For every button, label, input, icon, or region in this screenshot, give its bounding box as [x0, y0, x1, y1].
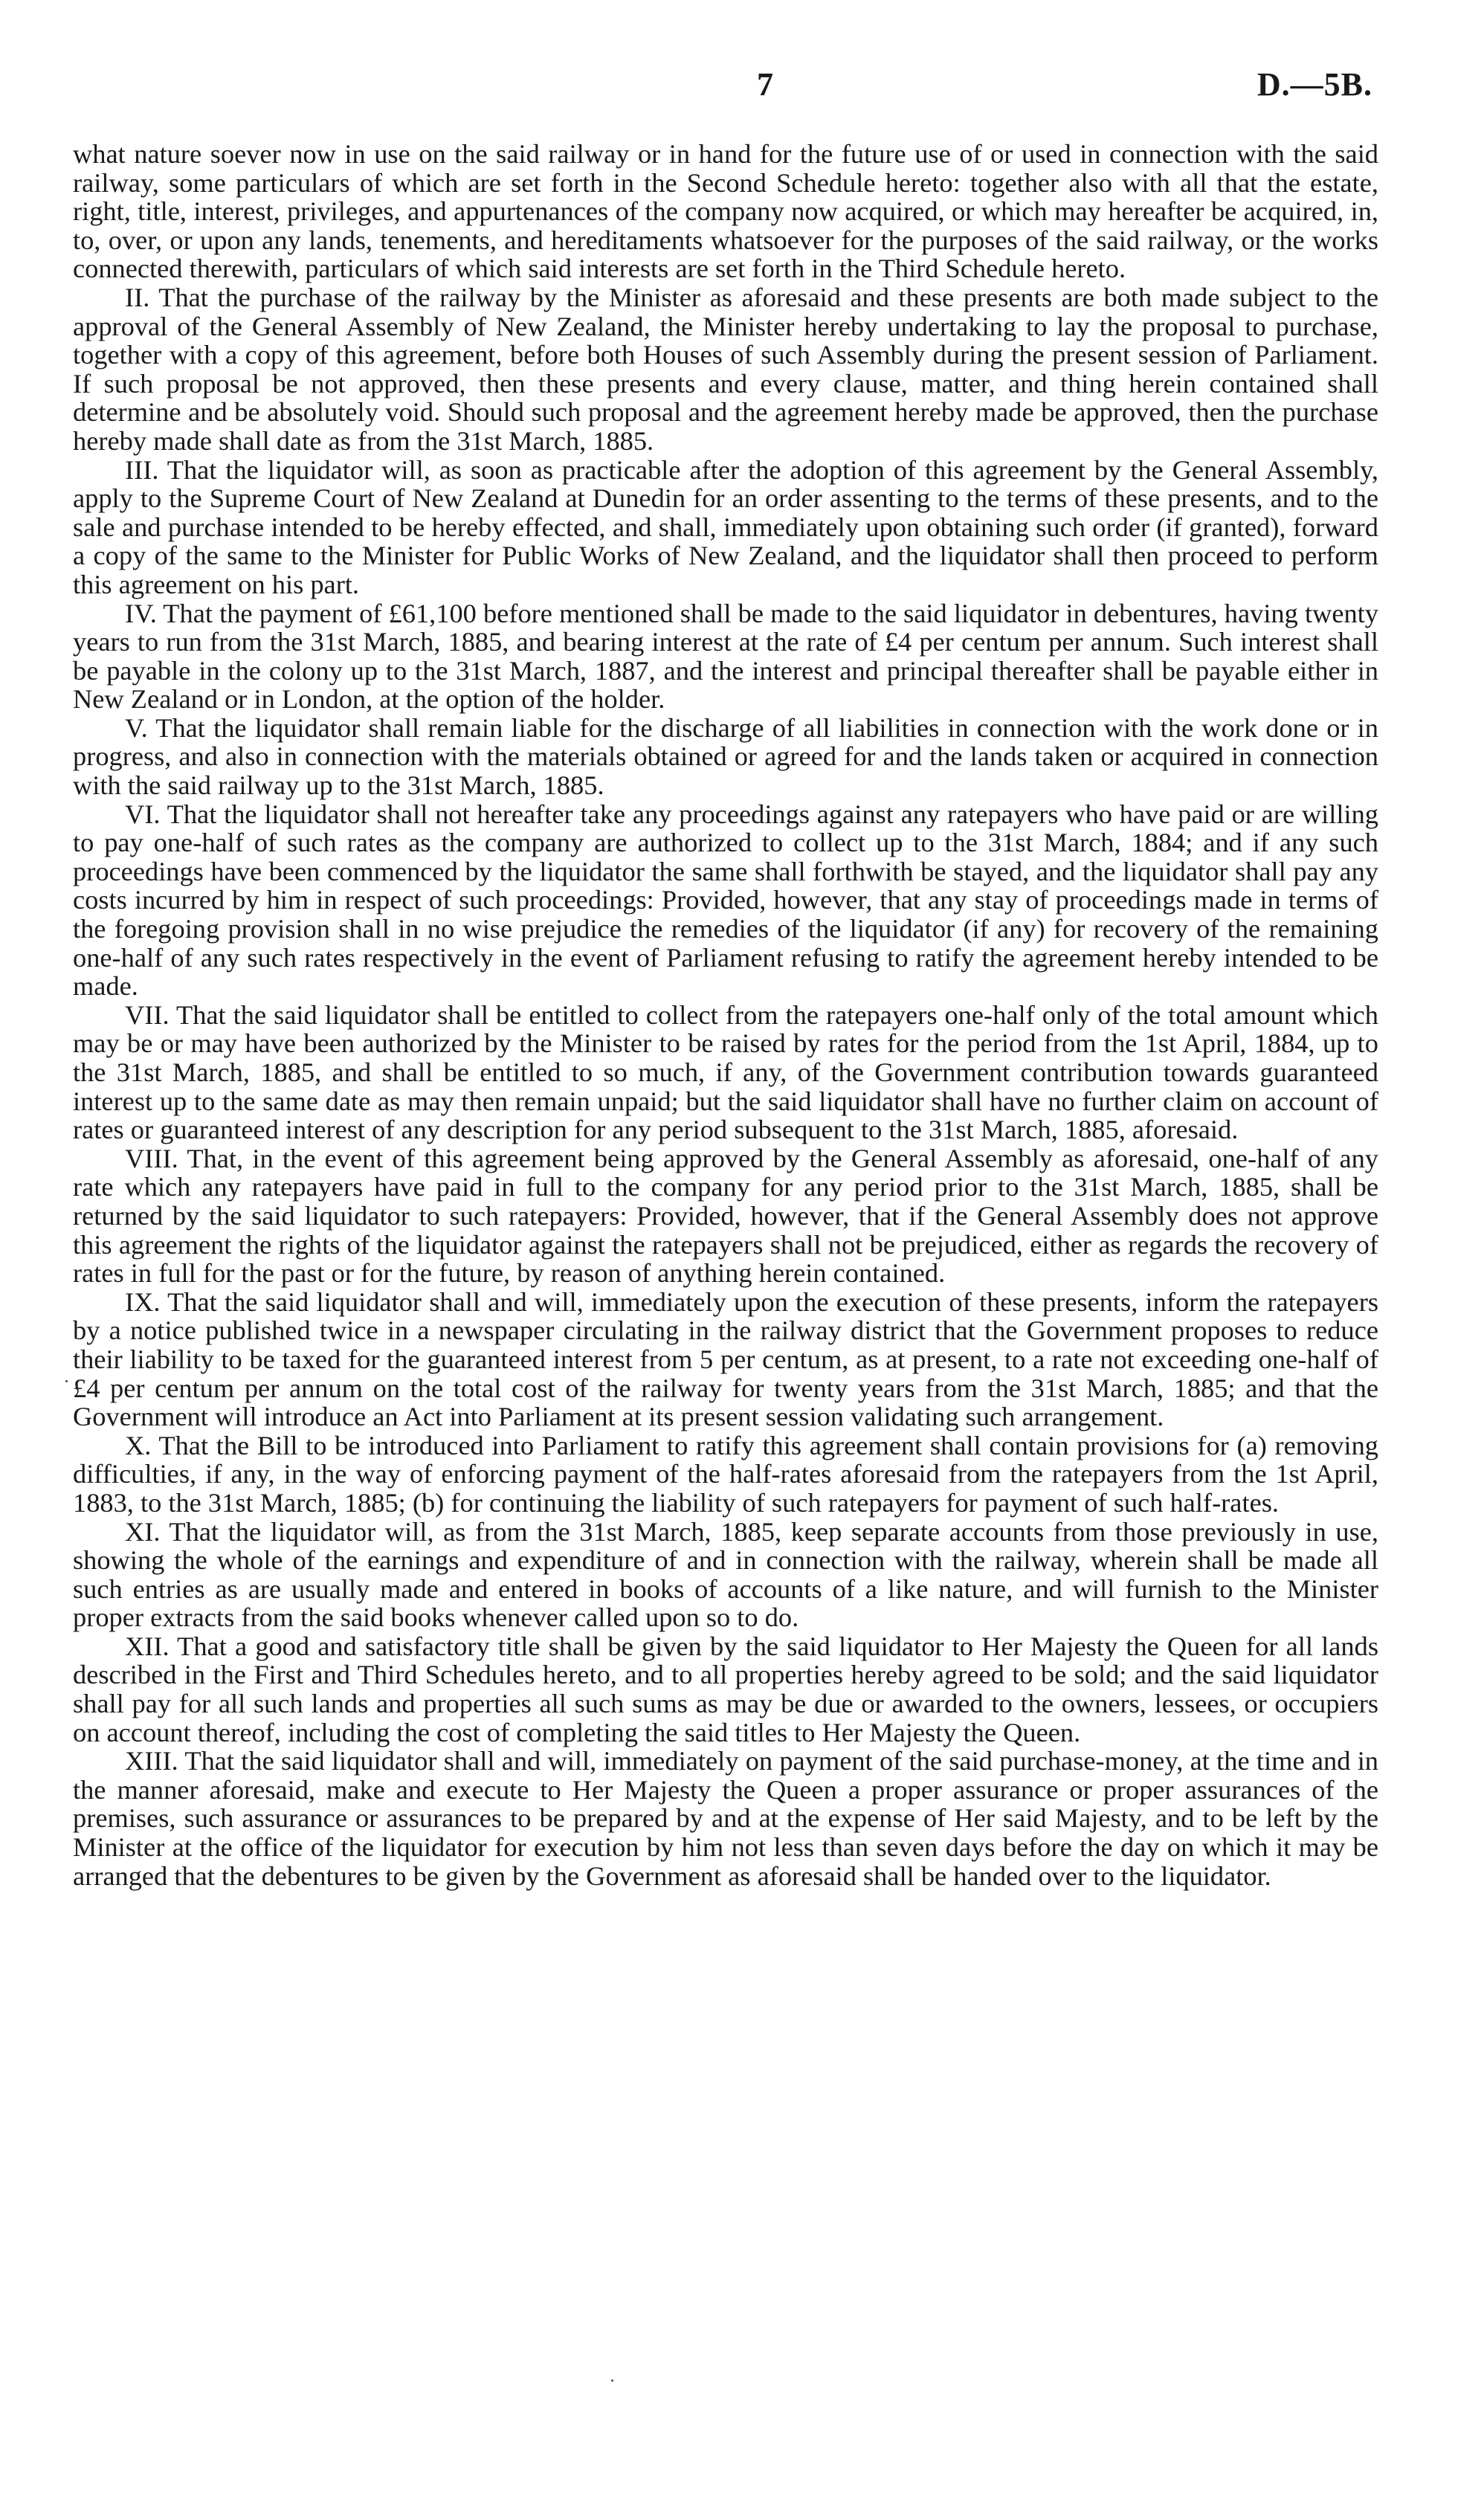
document-reference: D.—5B.: [1256, 66, 1372, 103]
clause-viii: VIII. That, in the event of this agreement being approved by the General Assembly as aforesaid, one-half of any rate which any ratepayers have paid in full to the company for any period prior to the 31st March, 1885, shall be returned by the said liquidator to such ratepayers: Provided, however, that if the General Assembly does not approve this agreement the rights of the liquidator against the ratepayers shall not be prejudiced, either as regards the recovery of rates in full for the past or for the future, by reason of anything herein contained.: [73, 1143, 1378, 1289]
clause-ii: II. That the purchase of the railway by the Minister as aforesaid and these presents are both made subject to the approval of the General Assembly of New Zealand, the Minister hereby undertaking to lay the proposal to purchase, together with a copy of this agreement, before both Houses of such Assembly during the present session of Parliament. If such proposal be not approved, then these presents and every clause, matter, and thing herein contained shall determine and be absolutely void. Should such proposal and the agreement hereby made be approved, then the purchase hereby made shall date as from the 31st March, 1885.: [73, 282, 1378, 456]
page-number: 7: [757, 66, 774, 103]
clause-vi: VI. That the liquidator shall not hereafter take any proceedings against any ratepayers who have paid or are willing to pay one-half of such rates as the company are authorized to collect up to the 31st March, 1884; and if any such proceedings have been commenced by the liquidator the same shall forthwith be stayed, and the liquidator shall pay any costs incurred by him in respect of such proceedings: Provided, however, that any stay of proceedings made in terms of the foregoing provision shall in no wise prejudice the remedies of the liquidator (if any) for recovery of the remaining one-half of any such rates respectively in the event of Parliament refusing to ratify the agreement hereby intended to be made.: [73, 799, 1378, 1002]
page-header: [0, 65, 1484, 117]
clause-ix: IX. That the said liquidator shall and will, immediately upon the execution of these presents, inform the ratepayers by a notice published twice in a newspaper circulating in the railway district that the Government proposes to reduce their liability to be taxed for the guaranteed interest from 5 per centum, as at present, to a rate not exceeding one-half of £4 per centum per annum on the total cost of the railway for twenty years from the 31st March, 1885; and that the Government will introduce an Act into Parliament at its present session validating such arrangement.: [73, 1286, 1378, 1432]
clause-xii: XII. That a good and satisfactory title shall be given by the said liquidator to Her Majesty the Queen for all lands described in the First and Third Schedules hereto, and to all properties hereby agreed to be sold; and the said liquidator shall pay for all such lands and properties all such sums as may be due or awarded to the owners, lessees, or occupiers on account thereof, including the cost of completing the said titles to Her Majesty the Queen.: [73, 1631, 1378, 1747]
document-body: [73, 140, 1378, 1890]
clause-iii: III. That the liquidator will, as soon as practicable after the adoption of this agreement by the General Assembly, apply to the Supreme Court of New Zealand at Dunedin for an order assenting to the terms of these presents, and to the sale and purchase intended to be hereby effected, and shall, immediately upon obtaining such order (if granted), forward a copy of the same to the Minister for Public Works of New Zealand, and the liquidator shall then proceed to perform this agreement on his part.: [73, 454, 1378, 599]
clause-v: V. That the liquidator shall remain liable for the discharge of all liabilities in connection with the work done or in progress, and also in connection with the materials obtained or agreed for and the lands taken or acquired in connection with the said railway up to the 31st March, 1885.: [73, 712, 1378, 801]
print-speck: [611, 2379, 613, 2382]
paragraph-continuation: what nature soever now in use on the said railway or in hand for the future use of or used in connection with the said railway, some particulars of which are set forth in the Second Schedule hereto: together also with all that the estate, right, title, interest, privileges, and appurtenances of the company now acquired, or which may hereafter be acquired, in, to, over, or upon any lands, tenements, and hereditaments whatsoever for the purposes of the said railway, or the works connected therewith, particulars of which said interests are set forth in the Third Schedule hereto.: [73, 139, 1378, 284]
clause-xi: XI. That the liquidator will, as from the 31st March, 1885, keep separate accounts from those previously in use, showing the whole of the earnings and expenditure of and in connection with the railway, wherein shall be made all such entries as are usually made and entered in books of accounts of a like nature, and will furnish to the Minister proper extracts from the said books whenever called upon so to do.: [73, 1516, 1378, 1633]
clause-iv: IV. That the payment of £61,100 before mentioned shall be made to the said liquidator in debentures, having twenty years to run from the 31st March, 1885, and bearing interest at the rate of £4 per centum per annum. Such interest shall be payable in the colony up to the 31st March, 1887, and the interest and principal thereafter shall be payable either in New Zealand or in London, at the option of the holder.: [73, 598, 1378, 715]
clause-xiii: XIII. That the said liquidator shall and will, immediately on payment of the said purchase-money, at the time and in the manner aforesaid, make and execute to Her Majesty the Queen a proper assurance or proper assurances of the premises, such assurance or assurances to be prepared by and at the expense of Her said Majesty, and to be left by the Minister at the office of the liquidator for execution by him not less than seven days before the day on which it may be arranged that the debentures to be given by the Government as aforesaid shall be handed over to the liquidator.: [73, 1746, 1378, 1891]
print-speck: [65, 1380, 68, 1382]
clause-vii: VII. That the said liquidator shall be entitled to collect from the ratepayers one-half only of the total amount which may be or may have been authorized by the Minister to be raised by rates for the period from the 1st April, 1884, up to the 31st March, 1885, and shall be entitled to so much, if any, of the Government contribution towards guaranteed interest up to the same date as may then remain unpaid; but the said liquidator shall have no further claim on account of rates or guaranteed interest of any description for any period subsequent to the 31st March, 1885, aforesaid.: [73, 999, 1378, 1145]
clause-x: X. That the Bill to be introduced into Parliament to ratify this agreement shall contain provisions for (a) removing difficulties, if any, in the way of enforcing payment of the half-rates aforesaid from the ratepayers from the 1st April, 1883, to the 31st March, 1885; (b) for continuing the liability of such ratepayers for payment of such half-rates.: [73, 1430, 1378, 1518]
